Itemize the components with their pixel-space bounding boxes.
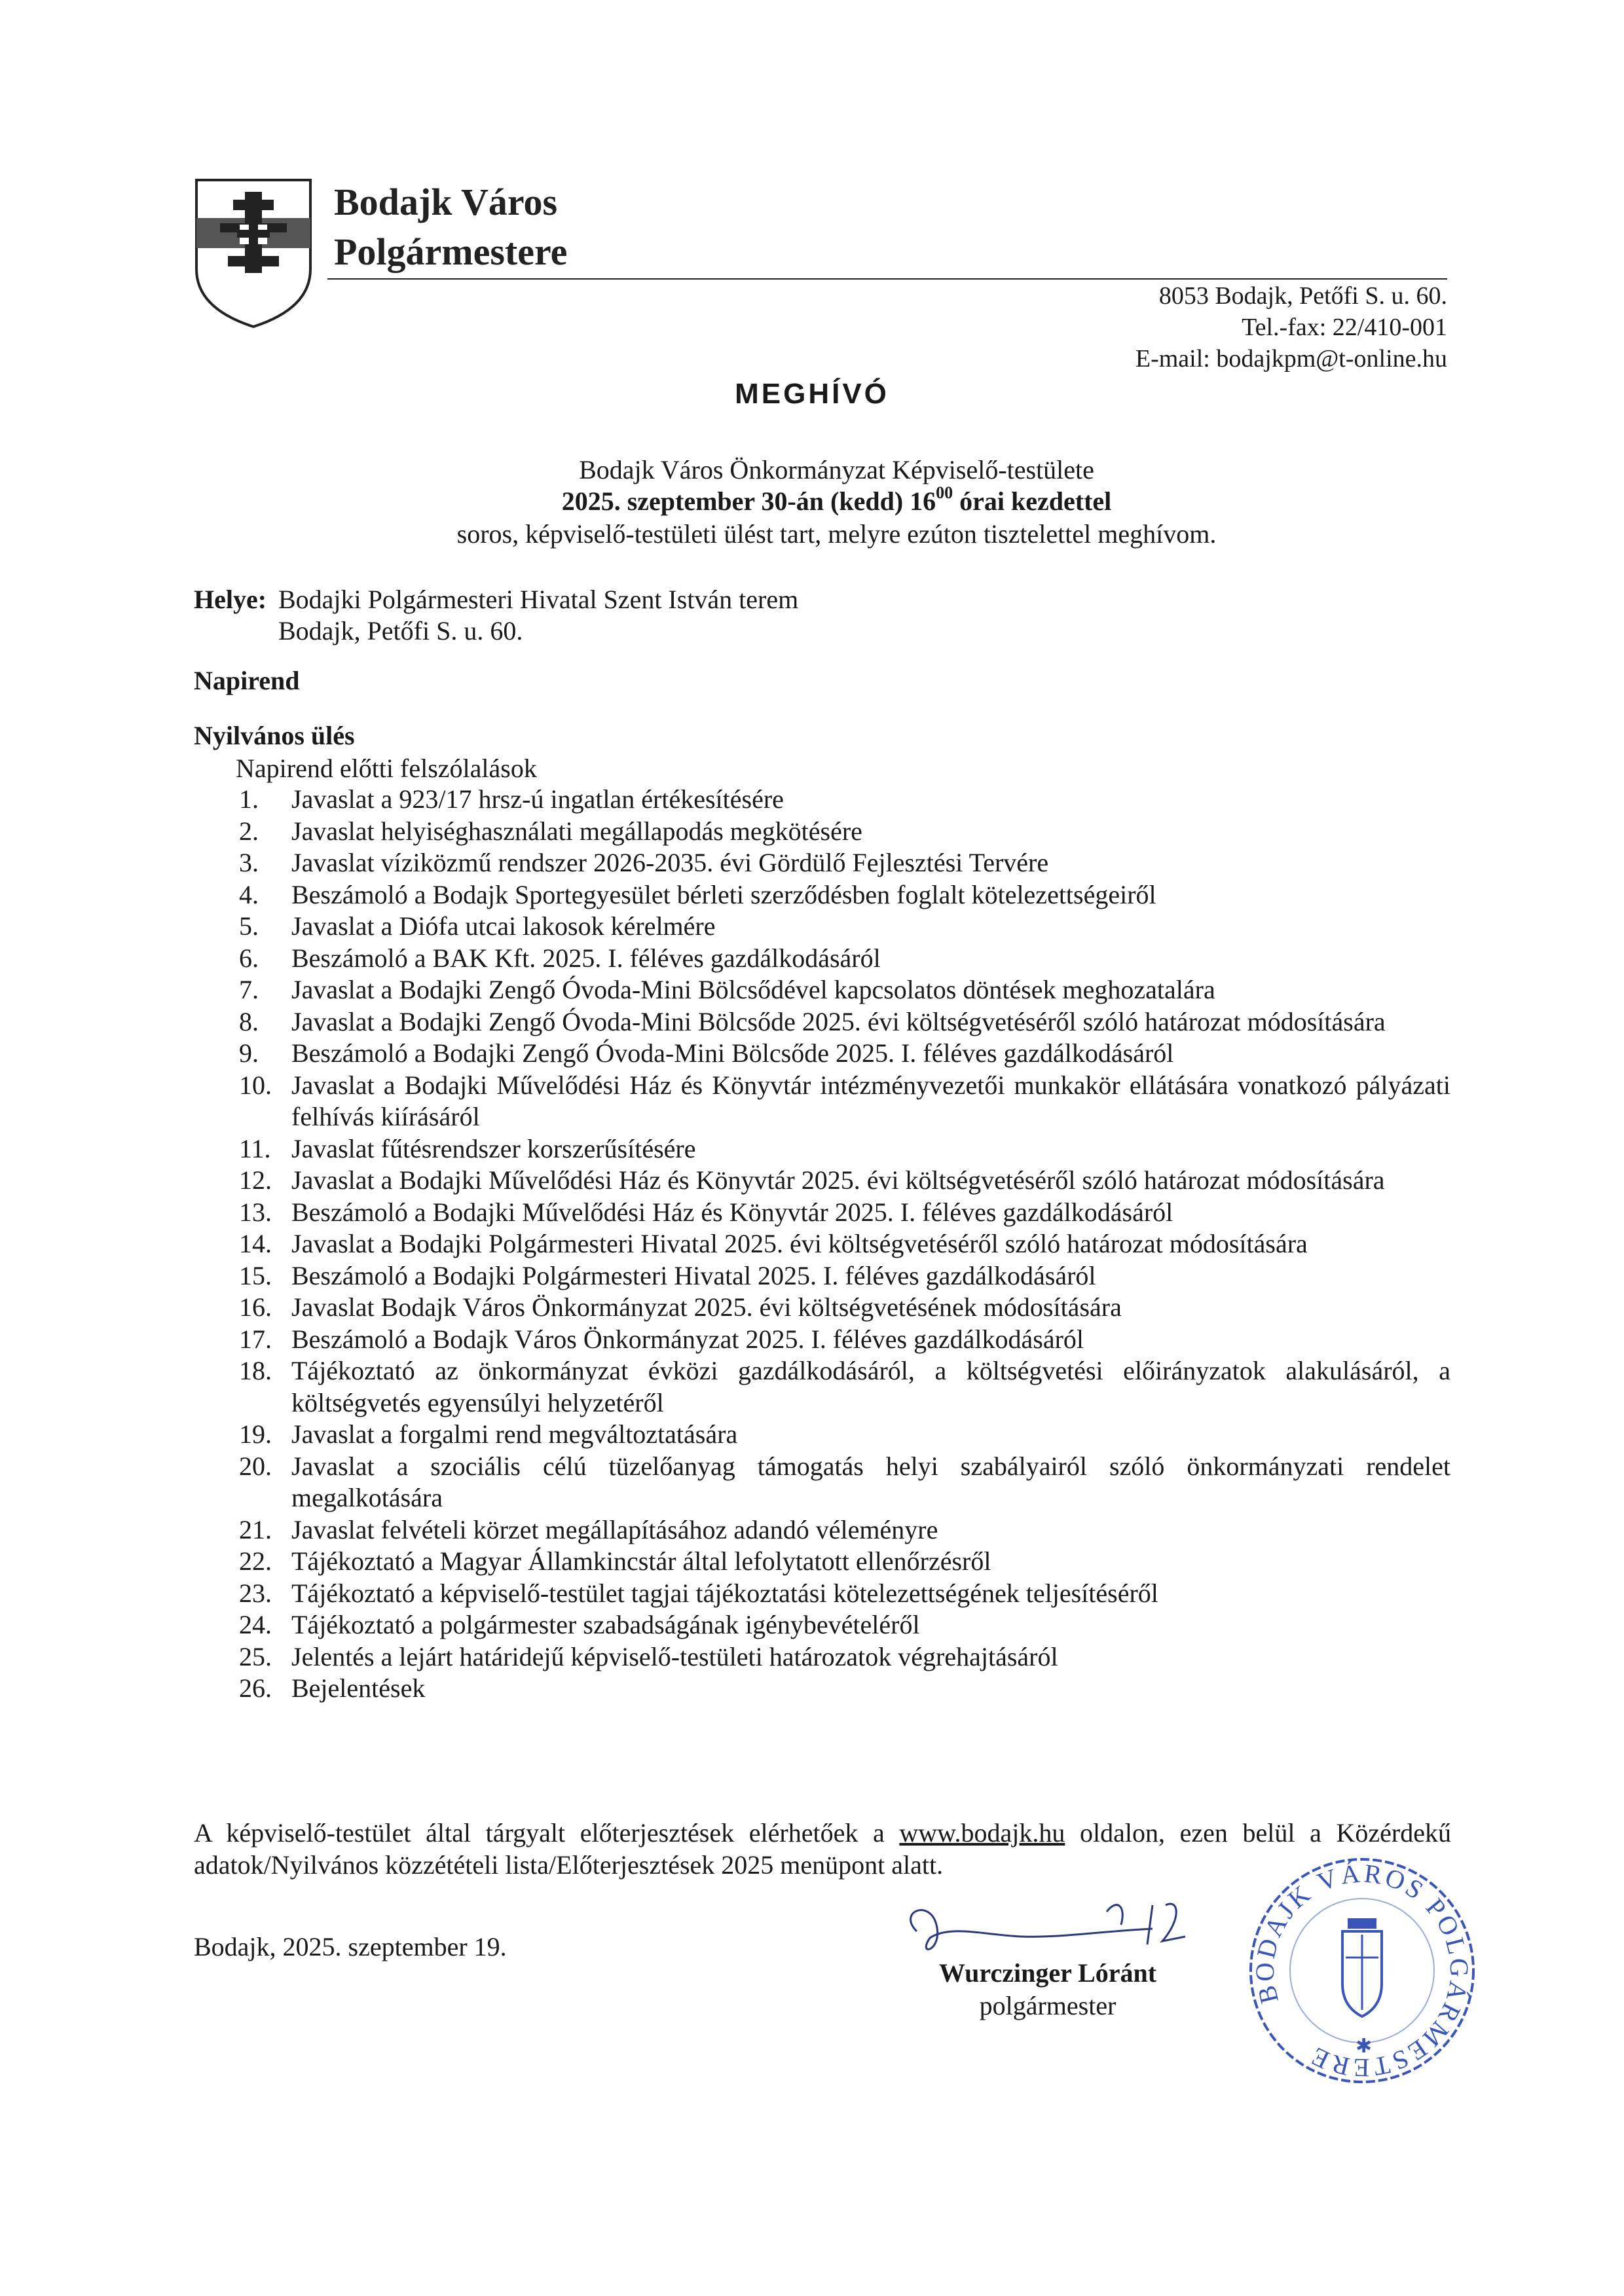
agenda-item-number: 1. bbox=[239, 784, 259, 814]
agenda-item-text: Beszámoló a Bodajki Zengő Óvoda-Mini Bölcsőde 2025. I. féléves gazdálkodásáról bbox=[291, 1038, 1174, 1068]
header-divider bbox=[327, 278, 1447, 280]
agenda-item-text: Javaslat víziközmű rendszer 2026-2035. évi Gördülő Fejlesztési Tervére bbox=[291, 848, 1049, 877]
agenda-item-number: 18. bbox=[239, 1356, 272, 1385]
agenda-item-text: Javaslat a Diófa utcai lakosok kérelmére bbox=[291, 911, 716, 941]
agenda-item-number: 20. bbox=[239, 1451, 272, 1481]
agenda-item bbox=[239, 1260, 1450, 1292]
agenda-item-text: Javaslat a Bodajki Művelődési Ház és Könyvtár intézményvezetői munkakör ellátására vonatkozó pályázati felhívás kiírásáról bbox=[291, 1070, 1450, 1131]
agenda-item-number: 12. bbox=[239, 1165, 272, 1195]
agenda-item-text: Bejelentések bbox=[291, 1673, 426, 1703]
agenda-item-number: 21. bbox=[239, 1514, 272, 1544]
agenda-item-number: 17. bbox=[239, 1324, 272, 1354]
agenda-item-text: Javaslat a Bodajki Zengő Óvoda-Mini Bölcsődével kapcsolatos döntések meghozatalára bbox=[291, 975, 1215, 1004]
agenda-item-number: 10. bbox=[239, 1070, 272, 1100]
agenda-item-number: 5. bbox=[239, 911, 259, 941]
agenda-item-number: 9. bbox=[239, 1038, 259, 1068]
agenda-item-number: 7. bbox=[239, 975, 259, 1004]
agenda-item-text: Javaslat helyiséghasználati megállapodás megkötésére bbox=[291, 816, 862, 846]
agenda-item-text: Beszámoló a Bodajki Polgármesteri Hivatal 2025. I. féléves gazdálkodásáról bbox=[291, 1260, 1096, 1290]
signer-name: Wurczinger Lóránt bbox=[938, 1958, 1157, 1988]
agenda-item bbox=[239, 1292, 1450, 1324]
svg-text:✱: ✱ bbox=[1356, 2035, 1373, 2058]
agenda-item bbox=[239, 1419, 1450, 1451]
place-venue: Bodajki Polgármesteri Hivatal Szent István terem bbox=[278, 585, 799, 614]
agenda-item-text: Beszámoló a Bodajk Város Önkormányzat 2025. I. féléves gazdálkodásáról bbox=[291, 1324, 1084, 1354]
agenda-item-text: Javaslat a Bodajki Zengő Óvoda-Mini Bölcsőde 2025. évi költségvetéséről szóló határozat módosítására bbox=[291, 1006, 1386, 1036]
agenda-item bbox=[239, 1609, 1450, 1641]
place-label: Helye: bbox=[194, 585, 267, 614]
meeting-start-text: órai kezdettel bbox=[953, 486, 1112, 516]
agenda-item-text: Javaslat a szociális célú tüzelőanyag támogatás helyi szabályairól szóló önkormányzati rendelet megalkotására bbox=[291, 1451, 1450, 1512]
agenda-item bbox=[239, 1006, 1450, 1038]
address-street: 8053 Bodajk, Petőfi S. u. 60. bbox=[1158, 282, 1447, 310]
agenda-item bbox=[239, 847, 1450, 879]
agenda-heading: Napirend bbox=[194, 666, 300, 695]
agenda-item bbox=[239, 943, 1450, 975]
agenda-item bbox=[239, 1673, 1450, 1705]
agenda-item bbox=[239, 1070, 1450, 1133]
agenda-item-text: Jelentés a lejárt határidejű képviselő-testületi határozatok végrehajtásáról bbox=[291, 1641, 1058, 1671]
agenda-item-number: 23. bbox=[239, 1578, 272, 1608]
agenda-item-text: Javaslat felvételi körzet megállapításához adandó véleményre bbox=[291, 1514, 938, 1544]
agenda-item-number: 6. bbox=[239, 943, 259, 973]
pre-agenda-item: Napirend előtti felszólalások bbox=[236, 754, 537, 783]
agenda-item bbox=[239, 1038, 1450, 1070]
agenda-list bbox=[239, 784, 1450, 1705]
agenda-item-text: Tájékoztató a polgármester szabadságának igénybevételéről bbox=[291, 1610, 920, 1639]
agenda-item-number: 4. bbox=[239, 879, 259, 909]
intro-line3: soros, képviselő-testületi ülést tart, melyre ezúton tisztelettel meghívom. bbox=[456, 519, 1217, 549]
agenda-item-text: Tájékoztató a képviselő-testület tagjai tájékoztatási kötelezettségének teljesítéséről bbox=[291, 1578, 1158, 1608]
address-email: E-mail: bodajkpm@t-online.hu bbox=[1135, 345, 1447, 373]
agenda-item-text: Beszámoló a BAK Kft. 2025. I. féléves gazdálkodásáról bbox=[291, 943, 881, 973]
agenda-item bbox=[239, 1578, 1450, 1610]
agenda-item-number: 15. bbox=[239, 1260, 272, 1290]
agenda-item-text: Javaslat a Bodajki Polgármesteri Hivatal 2025. évi költségvetéséről szóló határozat módosítására bbox=[291, 1229, 1308, 1258]
agenda-item-number: 14. bbox=[239, 1229, 272, 1258]
agenda-item bbox=[239, 816, 1450, 848]
agenda-item-number: 11. bbox=[239, 1133, 271, 1163]
agenda-item-number: 3. bbox=[239, 848, 259, 877]
note-text-before: A képviselő-testület által tárgyalt előterjesztések elérhetőek a bbox=[194, 1818, 900, 1848]
agenda-item-text: Javaslat a forgalmi rend megváltoztatására bbox=[291, 1419, 738, 1449]
agenda-item bbox=[239, 1197, 1450, 1229]
agenda-item bbox=[239, 1165, 1450, 1197]
note-text-after: oldalon, ezen belül a Közérdekű adatok/Nyilvános közzétételi lista/Előterjesztések 2025 menüpont alatt. bbox=[194, 1818, 1451, 1880]
address-phone-fax: Tel.-fax: 22/410-001 bbox=[1242, 314, 1447, 341]
website-link[interactable]: www.bodajk.hu bbox=[899, 1818, 1065, 1848]
agenda-item-number: 25. bbox=[239, 1641, 272, 1671]
agenda-item-number: 8. bbox=[239, 1006, 259, 1036]
svg-text:BODAJK VÁROS POLGÁRMESTERE: BODAJK VÁROS POLGÁRMESTERE bbox=[1249, 1858, 1475, 2083]
authority-title-line2: Polgármestere bbox=[334, 230, 568, 273]
agenda-item-number: 19. bbox=[239, 1419, 272, 1449]
agenda-item-text: Javaslat fűtésrendszer korszerűsítésére bbox=[291, 1133, 696, 1163]
agenda-item bbox=[239, 879, 1450, 911]
coat-of-arms-logo bbox=[194, 177, 313, 329]
agenda-item bbox=[239, 1514, 1450, 1546]
intro-line1: Bodajk Város Önkormányzat Képviselő-testülete bbox=[579, 455, 1094, 484]
agenda-item-number: 24. bbox=[239, 1610, 272, 1639]
agenda-item-text: Tájékoztató az önkormányzat évközi gazdálkodásáról, a költségvetési előirányzatok alakulásáról, a költségvetés egyensúlyi helyzetéről bbox=[291, 1356, 1450, 1417]
signer-title: polgármester bbox=[979, 1991, 1116, 2020]
agenda-item-number: 22. bbox=[239, 1546, 272, 1576]
agenda-item bbox=[239, 1324, 1450, 1356]
agenda-item bbox=[239, 1133, 1450, 1165]
issue-date: Bodajk, 2025. szeptember 19. bbox=[194, 1932, 507, 1961]
agenda-item bbox=[239, 1355, 1450, 1419]
meeting-date-text: 2025. szeptember 30-án (kedd) 16 bbox=[561, 486, 936, 516]
agenda-item bbox=[239, 1228, 1450, 1260]
agenda-item-number: 16. bbox=[239, 1292, 272, 1322]
agenda-item bbox=[239, 1641, 1450, 1673]
agenda-item-number: 2. bbox=[239, 816, 259, 846]
agenda-item bbox=[239, 974, 1450, 1006]
agenda-item bbox=[239, 784, 1450, 816]
public-session-heading: Nyilvános ülés bbox=[194, 721, 355, 750]
authority-title-line1: Bodajk Város bbox=[334, 181, 558, 223]
agenda-item bbox=[239, 1451, 1450, 1514]
agenda-item bbox=[239, 1546, 1450, 1578]
agenda-item-text: Javaslat a Bodajki Művelődési Ház és Könyvtár 2025. évi költségvetéséről szóló határozat módosítására bbox=[291, 1165, 1385, 1195]
agenda-item-text: Javaslat Bodajk Város Önkormányzat 2025. évi költségvetésének módosítására bbox=[291, 1292, 1122, 1322]
agenda-item-text: Beszámoló a Bodajk Sportegyesület bérleti szerződésben foglalt kötelezettségeiről bbox=[291, 879, 1156, 909]
agenda-item-text: Javaslat a 923/17 hrsz-ú ingatlan értékesítésére bbox=[291, 784, 784, 814]
meeting-time-minutes: 00 bbox=[936, 483, 953, 502]
agenda-item bbox=[239, 911, 1450, 943]
place-address: Bodajk, Petőfi S. u. 60. bbox=[278, 616, 523, 646]
intro-meeting-date bbox=[0, 483, 1624, 517]
official-stamp bbox=[1244, 1853, 1480, 2088]
document-title: MEGHÍVÓ bbox=[735, 378, 889, 410]
agenda-item-text: Beszámoló a Bodajki Művelődési Ház és Könyvtár 2025. I. féléves gazdálkodásáról bbox=[291, 1197, 1173, 1227]
agenda-item-number: 26. bbox=[239, 1673, 272, 1703]
agenda-item-text: Tájékoztató a Magyar Államkincstár által lefolytatott ellenőrzésről bbox=[291, 1546, 991, 1576]
agenda-item-number: 13. bbox=[239, 1197, 272, 1227]
